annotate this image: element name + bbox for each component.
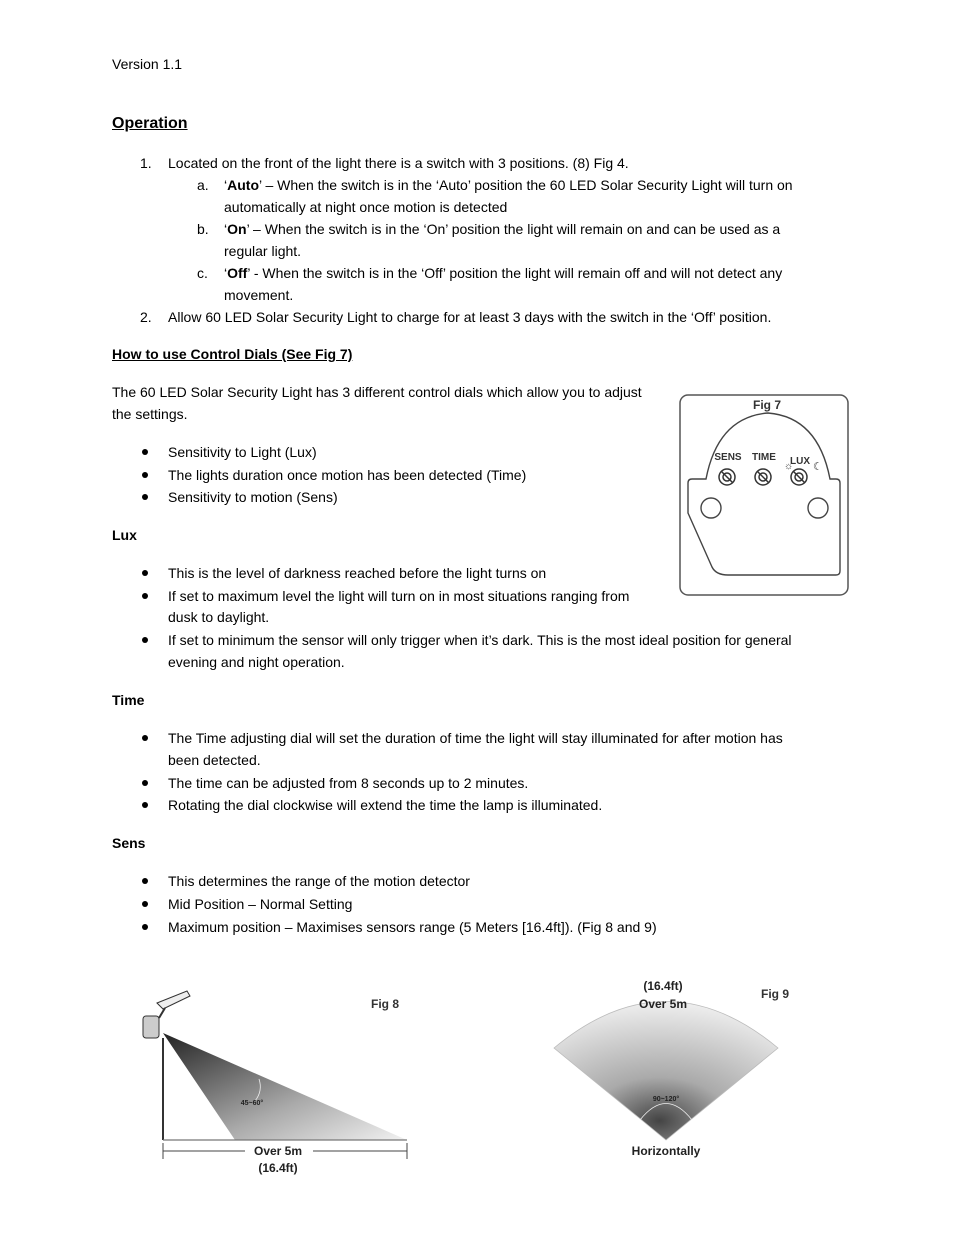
time-bullet-2: The time can be adjusted from 8 seconds up to 2 minutes. bbox=[168, 775, 529, 791]
fig7-dial-label-lux: LUX bbox=[790, 456, 810, 467]
figure-7 bbox=[678, 393, 852, 602]
lux-bullet-2: If set to maximum level the light will turn on in most situations ranging from bbox=[168, 588, 630, 604]
lux-bullet-1: This is the level of darkness reached before the light turns on bbox=[168, 565, 547, 581]
off-label: Off bbox=[227, 265, 248, 281]
quote: ‘ bbox=[224, 221, 228, 237]
fig9-distance-ft: (16.4ft) bbox=[643, 979, 683, 993]
sens-bullet-2: Mid Position – Normal Setting bbox=[168, 896, 353, 912]
fig7-dial-label-time: TIME bbox=[752, 452, 776, 463]
svg-text:☾: ☾ bbox=[813, 461, 823, 473]
lux-bullet-3: If set to minimum the sensor will only trigger when it’s dark. This is the most ideal position for general bbox=[168, 632, 792, 648]
dial-list-item-sens: Sensitivity to motion (Sens) bbox=[168, 489, 338, 505]
sub-item-off-line2: movement. bbox=[224, 287, 294, 303]
sub-item-on bbox=[224, 218, 780, 240]
list-item-2: Allow 60 LED Solar Security Light to charge for at least 3 days with the switch in the ‘Off’ position. bbox=[168, 309, 772, 325]
fig8-distance: Over 5m bbox=[253, 1144, 303, 1158]
fig9-caption: Horizontally bbox=[631, 1144, 701, 1158]
bullet-dot bbox=[142, 449, 148, 455]
sub-letter-b: b. bbox=[197, 221, 209, 237]
sub-item-auto bbox=[224, 174, 793, 196]
list-number-2: 2. bbox=[140, 309, 152, 325]
bullet-dot bbox=[142, 780, 148, 786]
sens-bullet-1: This determines the range of the motion detector bbox=[168, 873, 470, 889]
control-dials-intro-line2: the settings. bbox=[112, 406, 188, 422]
auto-label: Auto bbox=[227, 177, 260, 193]
on-text: ’ – When the switch is in the ‘On’ position the light will remain on and can be used as a bbox=[246, 221, 781, 237]
time-bullet-1: The Time adjusting dial will set the duration of time the light will stay illuminated for after motion has bbox=[168, 730, 783, 746]
bullet-dot bbox=[142, 924, 148, 930]
lux-bullet-2-line2: dusk to daylight. bbox=[168, 609, 270, 625]
fig9-distance: Over 5m bbox=[638, 997, 688, 1011]
fig8-angle-label: 45~60° bbox=[240, 1100, 264, 1107]
fig8-title: Fig 8 bbox=[370, 997, 400, 1011]
sub-item-on-line2: regular light. bbox=[224, 243, 302, 259]
auto-text: ’ – When the switch is in the ‘Auto’ position the 60 LED Solar Security Light will turn on bbox=[259, 177, 793, 193]
dial-list-item-time: The lights duration once motion has been detected (Time) bbox=[168, 467, 527, 483]
sens-heading: Sens bbox=[112, 835, 146, 851]
control-dials-intro-line1: The 60 LED Solar Security Light has 3 different control dials which allow you to adjust bbox=[112, 384, 642, 400]
bullet-dot bbox=[142, 494, 148, 500]
list-number-1: 1. bbox=[140, 155, 152, 171]
bullet-dot bbox=[142, 735, 148, 741]
sens-bullet-3: Maximum position – Maximises sensors range (5 Meters [16.4ft]). (Fig 8 and 9) bbox=[168, 919, 657, 935]
time-bullet-3: Rotating the dial clockwise will extend the time the lamp is illuminated. bbox=[168, 797, 603, 813]
dial-list-item-lux: Sensitivity to Light (Lux) bbox=[168, 444, 317, 460]
fig8-distance-ft: (16.4ft) bbox=[258, 1161, 298, 1175]
sub-item-auto-line2: automatically at night once motion is detected bbox=[224, 199, 508, 215]
list-item-1: Located on the front of the light there is a switch with 3 positions. (8) Fig 4. bbox=[168, 155, 629, 171]
sub-item-off bbox=[224, 262, 782, 284]
bullet-dot bbox=[142, 570, 148, 576]
sub-letter-a: a. bbox=[197, 177, 209, 193]
figure-9 bbox=[548, 975, 798, 1168]
section-title-operation: Operation bbox=[112, 115, 188, 132]
bullet-dot bbox=[142, 593, 148, 599]
bullet-dot bbox=[142, 878, 148, 884]
quote: ‘ bbox=[224, 265, 228, 281]
control-dials-heading: How to use Control Dials (See Fig 7) bbox=[112, 346, 353, 362]
figure-8 bbox=[135, 983, 425, 1186]
fig9-angle-label: 90~120° bbox=[652, 1096, 680, 1103]
on-label: On bbox=[227, 221, 247, 237]
bullet-dot bbox=[142, 901, 148, 907]
sub-letter-c: c. bbox=[197, 265, 208, 281]
time-bullet-1-line2: been detected. bbox=[168, 752, 261, 768]
fig7-screw-left bbox=[701, 498, 721, 518]
fig7-dial-label-sens: SENS bbox=[714, 452, 742, 463]
fig7-screw-right bbox=[808, 498, 828, 518]
fig9-title: Fig 9 bbox=[760, 987, 790, 1001]
bullet-dot bbox=[142, 637, 148, 643]
quote: ‘ bbox=[224, 177, 228, 193]
fig7-title: Fig 7 bbox=[752, 398, 782, 412]
lux-heading: Lux bbox=[112, 527, 137, 543]
off-text: ’ - When the switch is in the ‘Off’ position the light will remain off and will not detect any bbox=[247, 265, 783, 281]
lux-bullet-3-line2: evening and night operation. bbox=[168, 654, 345, 670]
version-label: Version 1.1 bbox=[112, 56, 183, 72]
bullet-dot bbox=[142, 802, 148, 808]
time-heading: Time bbox=[112, 692, 145, 708]
bullet-dot bbox=[142, 472, 148, 478]
svg-text:☼: ☼ bbox=[784, 461, 794, 472]
